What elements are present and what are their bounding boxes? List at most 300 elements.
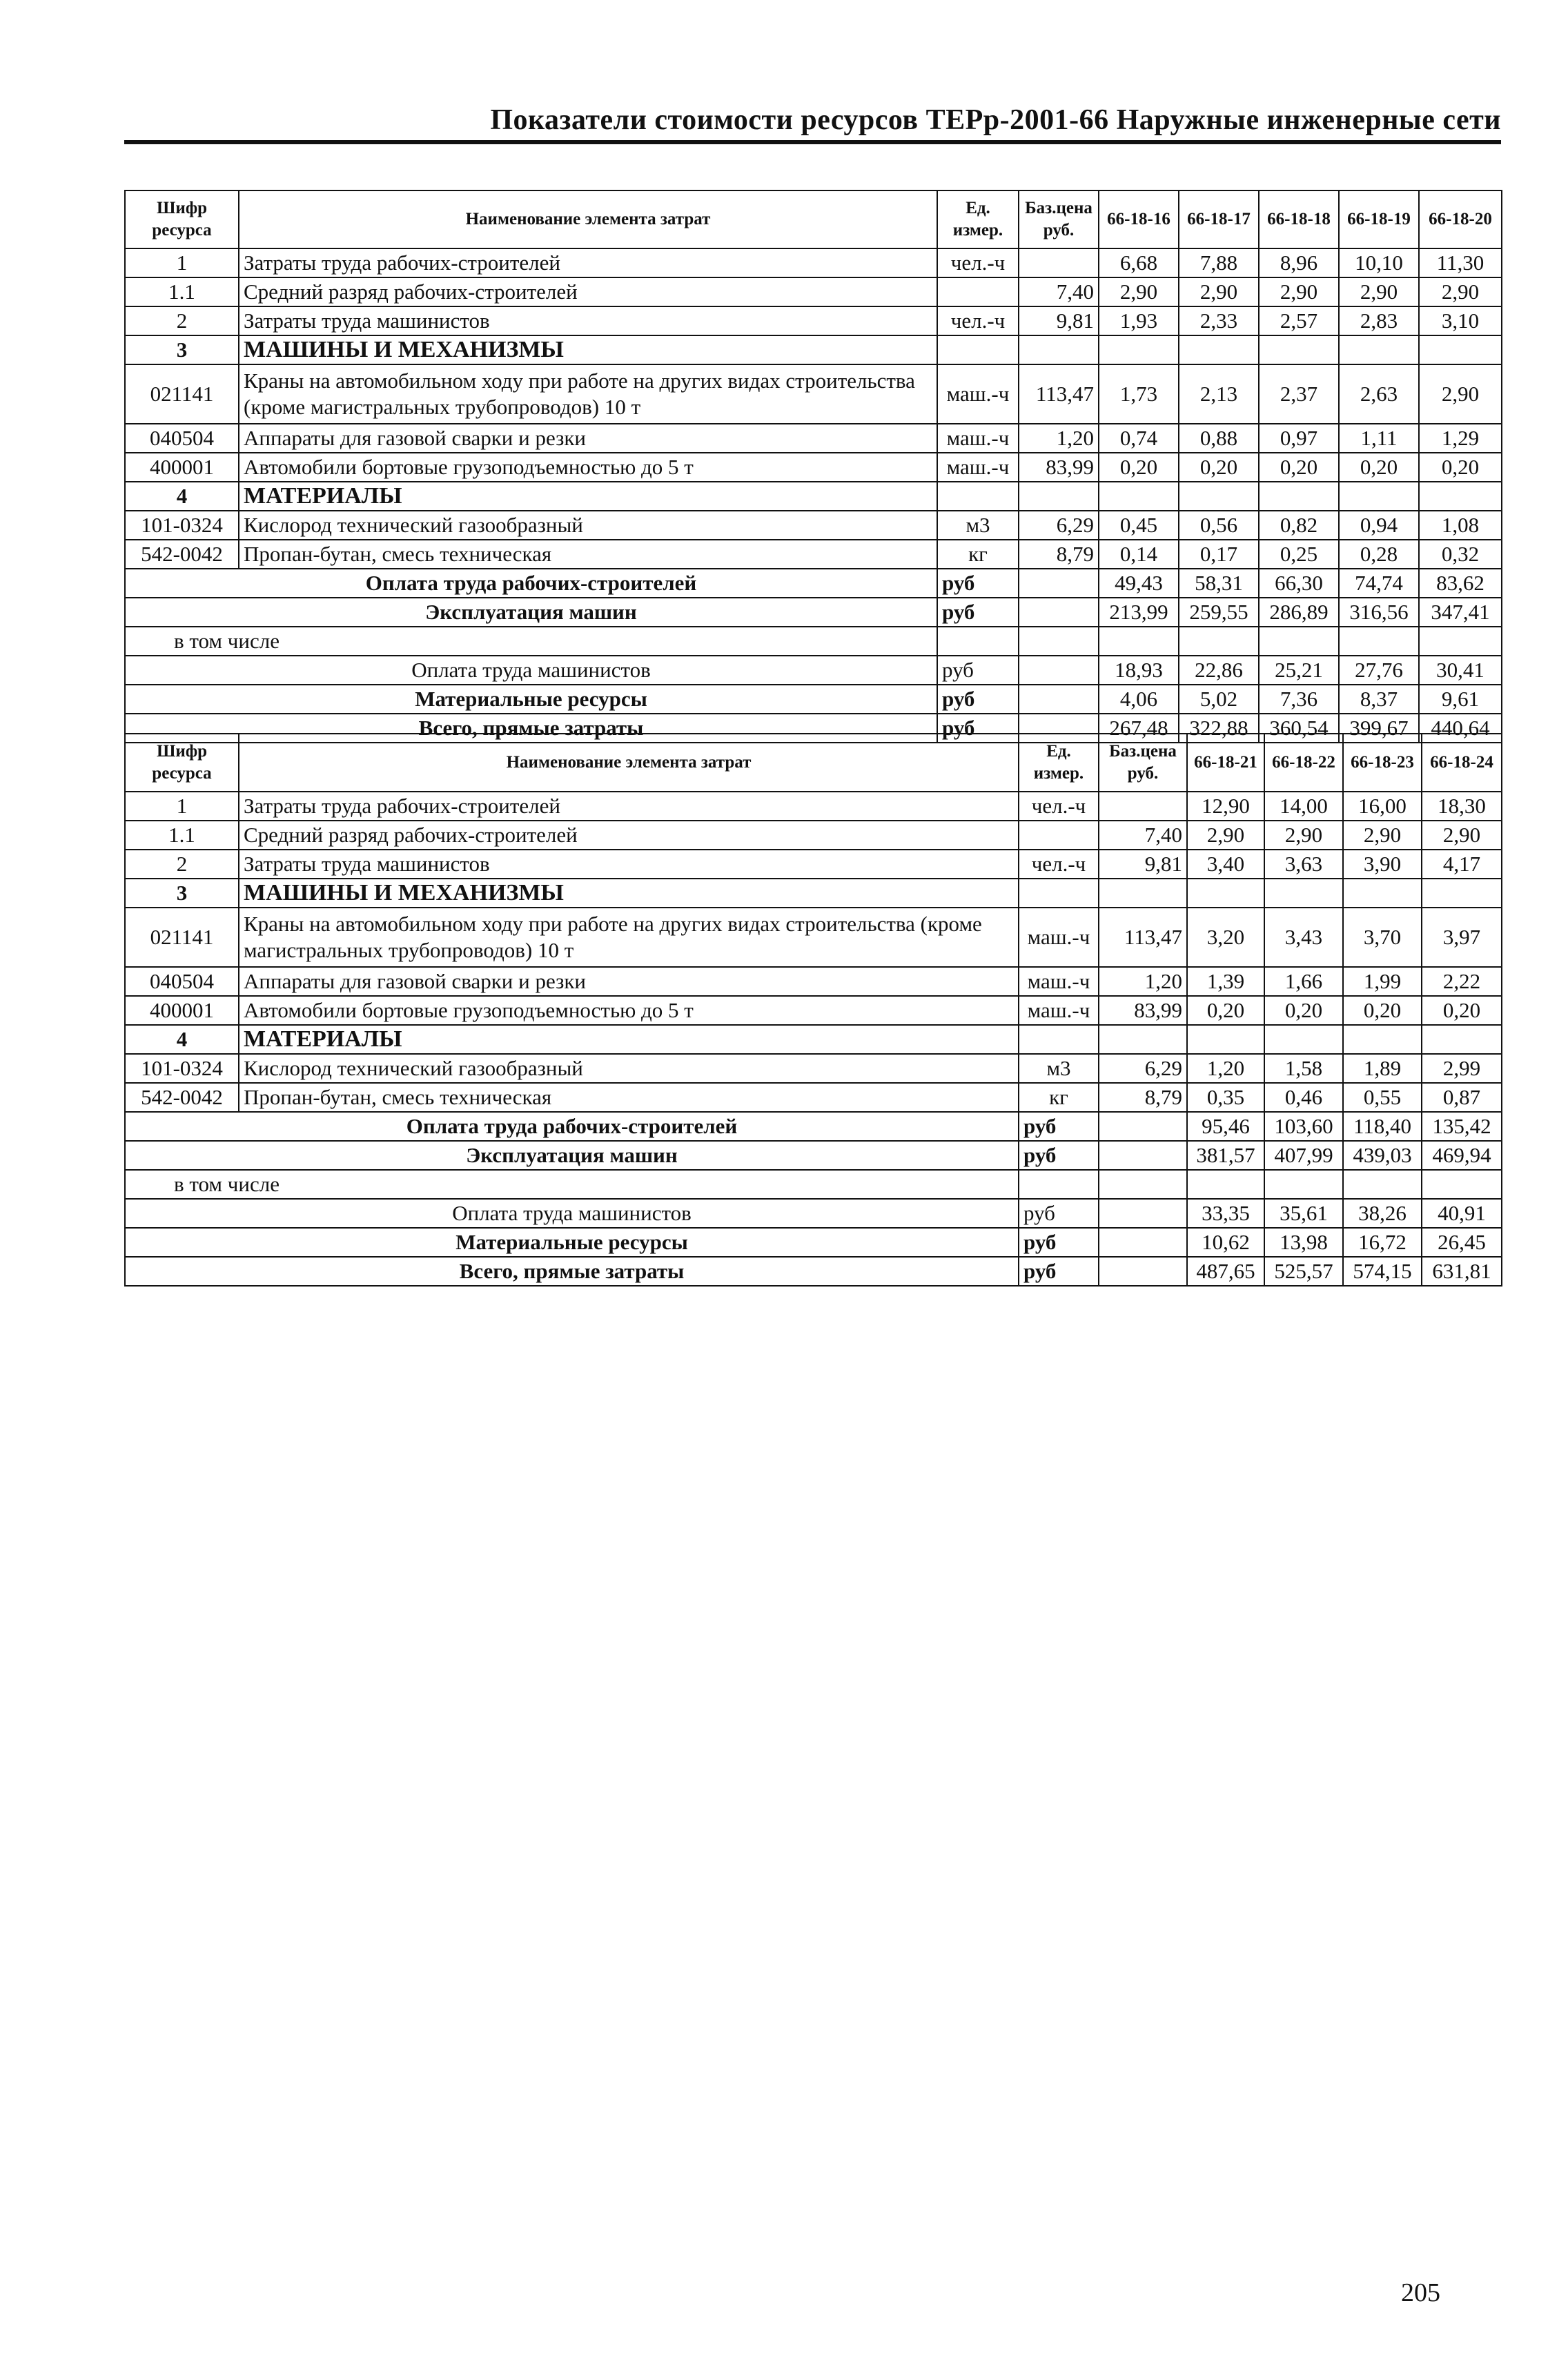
value-cell: 95,46 (1187, 1112, 1264, 1141)
value-cell: 38,26 (1343, 1199, 1422, 1228)
section-row (125, 1025, 1502, 1054)
value-cell: 11,30 (1419, 248, 1502, 277)
header-price: Баз.цена руб. (1019, 190, 1099, 248)
header-code: Шифр ресурса (125, 734, 239, 792)
summary-unit: руб (1019, 1199, 1099, 1228)
value-cell: 0,55 (1343, 1083, 1422, 1112)
value-cell: 74,74 (1339, 569, 1419, 598)
resource-code: 1.1 (125, 821, 239, 850)
value-cell: 0,20 (1422, 996, 1502, 1025)
resource-name: Затраты труда машинистов (239, 306, 937, 335)
resource-price: 7,40 (1019, 277, 1099, 306)
value-cell: 0,17 (1179, 540, 1259, 569)
value-cell: 0,28 (1339, 540, 1419, 569)
value-cell: 347,41 (1419, 598, 1502, 627)
value-cell: 631,81 (1422, 1257, 1502, 1286)
resource-name: Затраты труда машинистов (239, 850, 1019, 879)
value-cell: 4,06 (1099, 685, 1179, 714)
table-row (125, 850, 1502, 879)
value-cell: 10,62 (1187, 1228, 1264, 1257)
value-cell: 1,58 (1264, 1054, 1343, 1083)
resource-code: 1 (125, 248, 239, 277)
section-row (125, 482, 1502, 511)
resource-unit: м3 (937, 511, 1019, 540)
value-cell: 2,90 (1419, 364, 1502, 424)
resource-name: Аппараты для газовой сварки и резки (239, 967, 1019, 996)
resource-code: 2 (125, 850, 239, 879)
summary-label: Всего, прямые затраты (125, 714, 937, 743)
resource-price (1019, 248, 1099, 277)
section-title: МАШИНЫ И МЕХАНИЗМЫ (239, 879, 1019, 908)
header-col: 66-18-20 (1419, 190, 1502, 248)
table-row (125, 277, 1502, 306)
header-col: 66-18-18 (1259, 190, 1339, 248)
empty-cell (1259, 627, 1339, 656)
value-cell: 3,97 (1422, 908, 1502, 967)
empty-cell (1343, 1170, 1422, 1199)
cost-table-1 (124, 190, 1502, 743)
value-cell: 1,93 (1099, 306, 1179, 335)
resource-unit: маш.-ч (1019, 996, 1099, 1025)
value-cell: 16,72 (1343, 1228, 1422, 1257)
section-code: 4 (125, 1025, 239, 1054)
empty-cell (1187, 1170, 1264, 1199)
value-cell: 0,20 (1187, 996, 1264, 1025)
resource-code: 542-0042 (125, 1083, 239, 1112)
resource-code: 021141 (125, 364, 239, 424)
resource-price: 8,79 (1019, 540, 1099, 569)
resource-code: 1 (125, 792, 239, 821)
empty-cell (1187, 1025, 1264, 1054)
value-cell: 16,00 (1343, 792, 1422, 821)
table-row (125, 821, 1502, 850)
empty-cell (1099, 1257, 1187, 1286)
value-cell: 0,20 (1419, 453, 1502, 482)
resource-unit: чел.-ч (1019, 792, 1099, 821)
resource-unit: кг (1019, 1083, 1099, 1112)
resource-unit: кг (937, 540, 1019, 569)
header-col: 66-18-22 (1264, 734, 1343, 792)
value-cell: 1,20 (1187, 1054, 1264, 1083)
empty-cell (1264, 879, 1343, 908)
value-cell: 525,57 (1264, 1257, 1343, 1286)
empty-cell (1099, 879, 1187, 908)
value-cell: 18,93 (1099, 656, 1179, 685)
value-cell: 259,55 (1179, 598, 1259, 627)
value-cell: 7,36 (1259, 685, 1339, 714)
value-cell: 1,99 (1343, 967, 1422, 996)
header-col: 66-18-23 (1343, 734, 1422, 792)
value-cell: 0,56 (1179, 511, 1259, 540)
value-cell: 135,42 (1422, 1112, 1502, 1141)
value-cell: 399,67 (1339, 714, 1419, 743)
header-col: 66-18-16 (1099, 190, 1179, 248)
value-cell: 33,35 (1187, 1199, 1264, 1228)
resource-price: 83,99 (1019, 453, 1099, 482)
empty-cell (1099, 1112, 1187, 1141)
resource-price: 8,79 (1099, 1083, 1187, 1112)
value-cell: 0,87 (1422, 1083, 1502, 1112)
summary-label: Материальные ресурсы (125, 1228, 1019, 1257)
value-cell: 1,08 (1419, 511, 1502, 540)
resource-unit: маш.-ч (1019, 967, 1099, 996)
value-cell: 2,90 (1422, 821, 1502, 850)
table-row (125, 511, 1502, 540)
resource-price: 7,40 (1099, 821, 1187, 850)
empty-cell (1019, 685, 1099, 714)
value-cell: 30,41 (1419, 656, 1502, 685)
resource-unit: маш.-ч (937, 424, 1019, 453)
empty-cell (1259, 482, 1339, 511)
resource-unit (1019, 821, 1099, 850)
value-cell: 4,17 (1422, 850, 1502, 879)
resource-price: 1,20 (1019, 424, 1099, 453)
table-row (125, 453, 1502, 482)
header-col: 66-18-21 (1187, 734, 1264, 792)
section-title: МАТЕРИАЛЫ (239, 1025, 1019, 1054)
table-row (125, 792, 1502, 821)
empty-cell (1019, 598, 1099, 627)
summary-row (125, 1112, 1502, 1141)
empty-cell (937, 482, 1019, 511)
table-row (125, 248, 1502, 277)
value-cell: 322,88 (1179, 714, 1259, 743)
resource-price: 6,29 (1019, 511, 1099, 540)
value-cell: 440,64 (1419, 714, 1502, 743)
value-cell: 2,90 (1419, 277, 1502, 306)
value-cell: 14,00 (1264, 792, 1343, 821)
empty-cell (1339, 482, 1419, 511)
empty-cell (1019, 1025, 1099, 1054)
section-title: МАТЕРИАЛЫ (239, 482, 937, 511)
value-cell: 3,20 (1187, 908, 1264, 967)
resource-name: Автомобили бортовые грузоподъемностью до 5 т (239, 996, 1019, 1025)
value-cell: 5,02 (1179, 685, 1259, 714)
summary-label: Эксплуатация машин (125, 1141, 1019, 1170)
summary-label: Материальные ресурсы (125, 685, 937, 714)
resource-unit: м3 (1019, 1054, 1099, 1083)
empty-cell (1099, 1199, 1187, 1228)
resource-code: 2 (125, 306, 239, 335)
value-cell: 49,43 (1099, 569, 1179, 598)
value-cell: 0,82 (1259, 511, 1339, 540)
resource-name: Автомобили бортовые грузоподъемностью до 5 т (239, 453, 937, 482)
value-cell: 3,43 (1264, 908, 1343, 967)
empty-cell (1259, 335, 1339, 364)
empty-cell (1019, 627, 1099, 656)
value-cell: 0,35 (1187, 1083, 1264, 1112)
value-cell: 267,48 (1099, 714, 1179, 743)
table-row (125, 1083, 1502, 1112)
resource-name: Аппараты для газовой сварки и резки (239, 424, 937, 453)
value-cell: 1,89 (1343, 1054, 1422, 1083)
table-header-row (125, 734, 1502, 792)
summary-unit: руб (937, 598, 1019, 627)
value-cell: 3,70 (1343, 908, 1422, 967)
resource-name: Средний разряд рабочих-строителей (239, 277, 937, 306)
summary-unit: руб (1019, 1112, 1099, 1141)
value-cell: 213,99 (1099, 598, 1179, 627)
resource-name: Средний разряд рабочих-строителей (239, 821, 1019, 850)
summary-unit: руб (937, 714, 1019, 743)
empty-cell (1099, 1170, 1187, 1199)
empty-cell (1343, 879, 1422, 908)
resource-price (1099, 792, 1187, 821)
summary-unit: руб (1019, 1228, 1099, 1257)
resource-code: 021141 (125, 908, 239, 967)
value-cell: 2,63 (1339, 364, 1419, 424)
resource-code: 1.1 (125, 277, 239, 306)
header-code: Шифр ресурса (125, 190, 239, 248)
value-cell: 2,57 (1259, 306, 1339, 335)
empty-cell (1264, 1025, 1343, 1054)
value-cell: 1,73 (1099, 364, 1179, 424)
value-cell: 2,33 (1179, 306, 1259, 335)
header-rule (124, 140, 1501, 144)
resource-name: Пропан-бутан, смесь техническая (239, 1083, 1019, 1112)
resource-name: Краны на автомобильном ходу при работе на других видах строительства (кроме магистральных трубопроводов) 10 т (239, 364, 937, 424)
value-cell: 2,99 (1422, 1054, 1502, 1083)
summary-label: Оплата труда рабочих-строителей (125, 1112, 1019, 1141)
resource-name: Краны на автомобильном ходу при работе на других видах строительства (кроме магистральных трубопроводов) 10 т (239, 908, 1019, 967)
value-cell: 118,40 (1343, 1112, 1422, 1141)
summary-row (125, 627, 1502, 656)
resource-price: 83,99 (1099, 996, 1187, 1025)
resource-name: Затраты труда рабочих-строителей (239, 248, 937, 277)
empty-cell (1019, 656, 1099, 685)
value-cell: 7,88 (1179, 248, 1259, 277)
summary-label: Оплата труда рабочих-строителей (125, 569, 937, 598)
value-cell: 83,62 (1419, 569, 1502, 598)
value-cell: 3,10 (1419, 306, 1502, 335)
resource-code: 040504 (125, 967, 239, 996)
empty-cell (1422, 879, 1502, 908)
resource-price: 9,81 (1099, 850, 1187, 879)
value-cell: 487,65 (1187, 1257, 1264, 1286)
resource-unit: маш.-ч (937, 453, 1019, 482)
cost-table-2 (124, 733, 1502, 1287)
empty-cell (1099, 1141, 1187, 1170)
table-row (125, 996, 1502, 1025)
summary-label: Эксплуатация машин (125, 598, 937, 627)
value-cell: 0,32 (1419, 540, 1502, 569)
value-cell: 9,61 (1419, 685, 1502, 714)
value-cell: 3,90 (1343, 850, 1422, 879)
resource-code: 101-0324 (125, 1054, 239, 1083)
header-unit: Ед. измер. (1019, 734, 1099, 792)
empty-cell (1419, 335, 1502, 364)
header-col: 66-18-24 (1422, 734, 1502, 792)
value-cell: 0,14 (1099, 540, 1179, 569)
resource-price: 9,81 (1019, 306, 1099, 335)
value-cell: 381,57 (1187, 1141, 1264, 1170)
resource-code: 101-0324 (125, 511, 239, 540)
resource-name: Пропан-бутан, смесь техническая (239, 540, 937, 569)
header-name: Наименование элемента затрат (239, 734, 1019, 792)
summary-label: Всего, прямые затраты (125, 1257, 1019, 1286)
summary-label: в том числе (125, 1170, 1019, 1199)
empty-cell (1419, 627, 1502, 656)
resource-price: 113,47 (1099, 908, 1187, 967)
empty-cell (1343, 1025, 1422, 1054)
resource-unit: чел.-ч (1019, 850, 1099, 879)
resource-code: 400001 (125, 996, 239, 1025)
resource-name: Кислород технический газообразный (239, 1054, 1019, 1083)
value-cell: 0,25 (1259, 540, 1339, 569)
summary-label: Оплата труда машинистов (125, 1199, 1019, 1228)
value-cell: 0,74 (1099, 424, 1179, 453)
summary-unit: руб (1019, 1141, 1099, 1170)
value-cell: 1,39 (1187, 967, 1264, 996)
resource-price: 6,29 (1099, 1054, 1187, 1083)
table-row (125, 967, 1502, 996)
header-unit: Ед. измер. (937, 190, 1019, 248)
summary-unit: руб (937, 569, 1019, 598)
resource-code: 542-0042 (125, 540, 239, 569)
value-cell: 2,90 (1264, 821, 1343, 850)
value-cell: 3,63 (1264, 850, 1343, 879)
value-cell: 6,68 (1099, 248, 1179, 277)
value-cell: 2,90 (1343, 821, 1422, 850)
empty-cell (1019, 569, 1099, 598)
empty-cell (1099, 482, 1179, 511)
value-cell: 0,45 (1099, 511, 1179, 540)
summary-unit: руб (937, 656, 1019, 685)
value-cell: 2,83 (1339, 306, 1419, 335)
table-row (125, 1054, 1502, 1083)
table-row (125, 364, 1502, 424)
table-row (125, 424, 1502, 453)
summary-unit: руб (937, 685, 1019, 714)
value-cell: 2,90 (1179, 277, 1259, 306)
value-cell: 360,54 (1259, 714, 1339, 743)
table-row (125, 306, 1502, 335)
value-cell: 2,37 (1259, 364, 1339, 424)
section-row (125, 335, 1502, 364)
summary-row (125, 1257, 1502, 1286)
resource-unit: чел.-ч (937, 248, 1019, 277)
empty-cell (1099, 335, 1179, 364)
value-cell: 2,90 (1099, 277, 1179, 306)
resource-unit (937, 277, 1019, 306)
value-cell: 35,61 (1264, 1199, 1343, 1228)
value-cell: 22,86 (1179, 656, 1259, 685)
empty-cell (1019, 482, 1099, 511)
header-price: Баз.цена руб. (1099, 734, 1187, 792)
value-cell: 0,88 (1179, 424, 1259, 453)
value-cell: 0,97 (1259, 424, 1339, 453)
empty-cell (937, 335, 1019, 364)
empty-cell (1339, 627, 1419, 656)
value-cell: 40,91 (1422, 1199, 1502, 1228)
value-cell: 18,30 (1422, 792, 1502, 821)
table-row (125, 908, 1502, 967)
empty-cell (1179, 335, 1259, 364)
summary-label: Оплата труда машинистов (125, 656, 937, 685)
summary-unit: руб (1019, 1257, 1099, 1286)
resource-name: Кислород технический газообразный (239, 511, 937, 540)
section-title: МАШИНЫ И МЕХАНИЗМЫ (239, 335, 937, 364)
value-cell: 0,46 (1264, 1083, 1343, 1112)
value-cell: 66,30 (1259, 569, 1339, 598)
section-code: 3 (125, 335, 239, 364)
empty-cell (1099, 1025, 1187, 1054)
resource-unit: чел.-ч (937, 306, 1019, 335)
value-cell: 1,11 (1339, 424, 1419, 453)
value-cell: 10,10 (1339, 248, 1419, 277)
resource-code: 040504 (125, 424, 239, 453)
empty-cell (937, 627, 1019, 656)
value-cell: 2,90 (1259, 277, 1339, 306)
resource-code: 400001 (125, 453, 239, 482)
section-code: 3 (125, 879, 239, 908)
header-col: 66-18-17 (1179, 190, 1259, 248)
empty-cell (1019, 1170, 1099, 1199)
empty-cell (1422, 1025, 1502, 1054)
value-cell: 1,29 (1419, 424, 1502, 453)
header-col: 66-18-19 (1339, 190, 1419, 248)
value-cell: 0,20 (1343, 996, 1422, 1025)
value-cell: 25,21 (1259, 656, 1339, 685)
value-cell: 0,20 (1339, 453, 1419, 482)
section-row (125, 879, 1502, 908)
empty-cell (1019, 335, 1099, 364)
summary-row (125, 656, 1502, 685)
value-cell: 12,90 (1187, 792, 1264, 821)
empty-cell (1099, 627, 1179, 656)
value-cell: 3,40 (1187, 850, 1264, 879)
summary-row (125, 1170, 1502, 1199)
page-title: Показатели стоимости ресурсов ТЕРр-2001-66 Наружные инженерные сети (490, 104, 1501, 136)
empty-cell (1179, 482, 1259, 511)
empty-cell (1179, 627, 1259, 656)
empty-cell (1099, 1228, 1187, 1257)
summary-row (125, 685, 1502, 714)
value-cell: 8,96 (1259, 248, 1339, 277)
empty-cell (1419, 482, 1502, 511)
value-cell: 2,90 (1339, 277, 1419, 306)
value-cell: 58,31 (1179, 569, 1259, 598)
resource-unit: маш.-ч (1019, 908, 1099, 967)
value-cell: 469,94 (1422, 1141, 1502, 1170)
resource-price: 113,47 (1019, 364, 1099, 424)
table-header-row (125, 190, 1502, 248)
summary-row (125, 1228, 1502, 1257)
summary-row (125, 1141, 1502, 1170)
value-cell: 1,66 (1264, 967, 1343, 996)
value-cell: 2,90 (1187, 821, 1264, 850)
value-cell: 0,20 (1259, 453, 1339, 482)
table-row (125, 540, 1502, 569)
value-cell: 2,13 (1179, 364, 1259, 424)
value-cell: 286,89 (1259, 598, 1339, 627)
page-number: 205 (1401, 2278, 1440, 2307)
summary-label: в том числе (125, 627, 937, 656)
resource-name: Затраты труда рабочих-строителей (239, 792, 1019, 821)
summary-row (125, 569, 1502, 598)
value-cell: 0,20 (1264, 996, 1343, 1025)
resource-price: 1,20 (1099, 967, 1187, 996)
empty-cell (1187, 879, 1264, 908)
empty-cell (1019, 879, 1099, 908)
value-cell: 0,94 (1339, 511, 1419, 540)
value-cell: 8,37 (1339, 685, 1419, 714)
summary-row (125, 1199, 1502, 1228)
empty-cell (1264, 1170, 1343, 1199)
summary-row (125, 598, 1502, 627)
value-cell: 26,45 (1422, 1228, 1502, 1257)
empty-cell (1339, 335, 1419, 364)
